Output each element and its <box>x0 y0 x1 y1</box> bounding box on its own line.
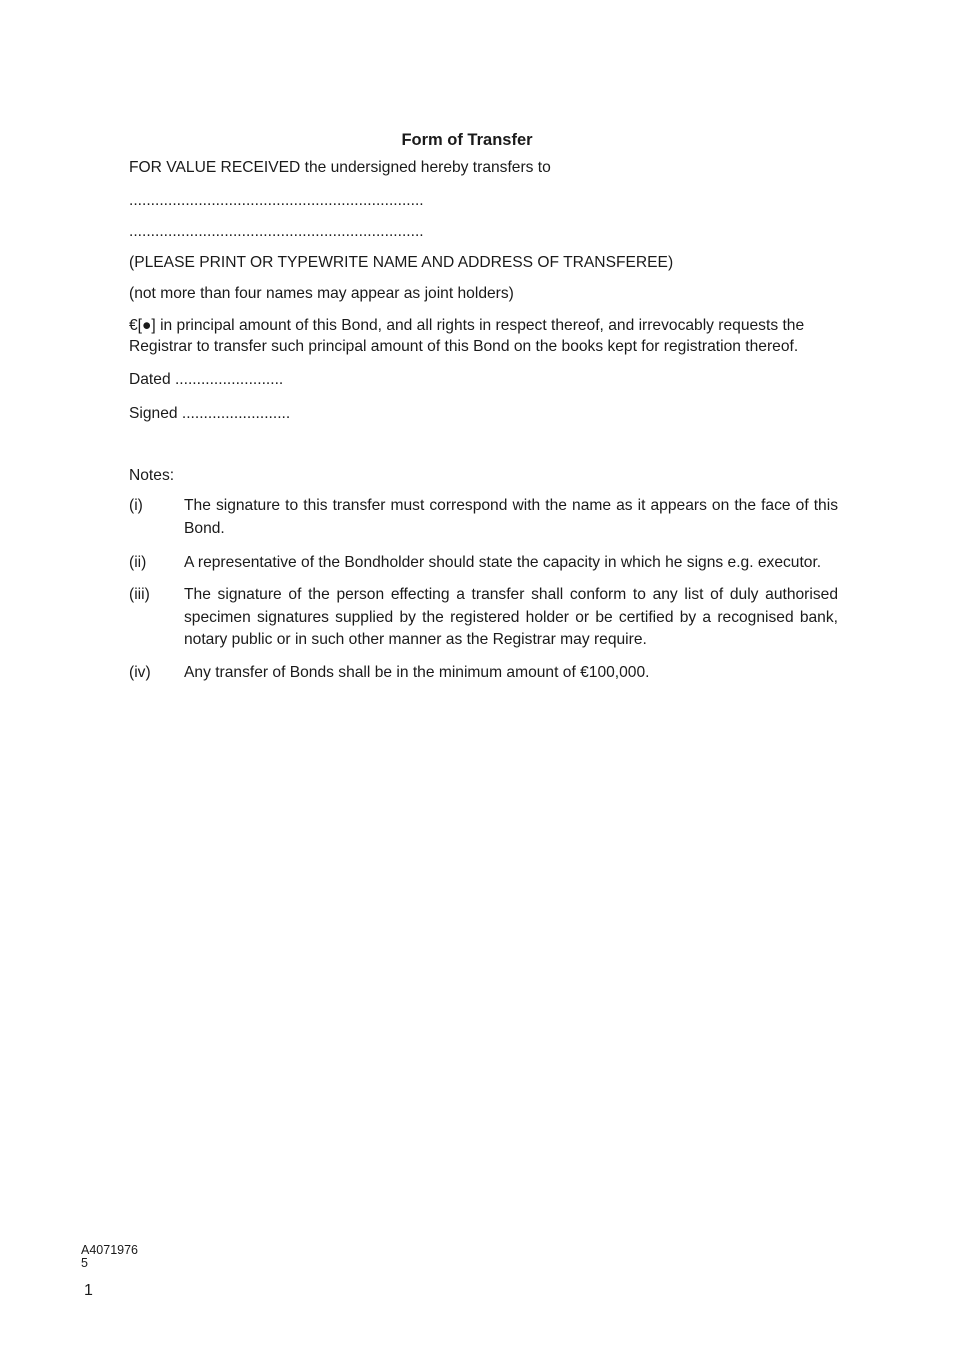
note-item <box>129 662 849 685</box>
print-instruction: (PLEASE PRINT OR TYPEWRITE NAME AND ADDRESS OF TRANSFEREE) <box>129 254 674 271</box>
signed-line: Signed ......................... <box>129 405 291 422</box>
note-text: The signature of the person effecting a transfer shall conform to any list of duly authorised specimen signatures supplied by the registered holder or be certified by a recognised bank, notary public or in such other manner as the Registrar may require. <box>184 586 838 648</box>
note-item <box>129 584 849 652</box>
principal-paragraph: €[●] in principal amount of this Bond, and all rights in respect thereof, and irrevocably requests the Registrar to transfer such principal amount of this Bond on the books kept for registration thereof. <box>129 317 805 355</box>
joint-holders-note: (not more than four names may appear as joint holders) <box>129 285 514 302</box>
note-item <box>129 495 849 541</box>
note-number: (i) <box>129 497 143 514</box>
page-number: 1 <box>84 1282 93 1299</box>
note-text: The signature to this transfer must correspond with the name as it appears on the face of this Bond. <box>184 497 838 537</box>
note-text: Any transfer of Bonds shall be in the minimum amount of €100,000. <box>184 664 650 681</box>
page-title: Form of Transfer <box>401 131 533 149</box>
transferee-blank-line: .................................................................... <box>129 192 424 209</box>
note-text: A representative of the Bondholder should state the capacity in which he signs e.g. executor. <box>184 554 822 571</box>
document-reference <box>81 1244 161 1270</box>
note-number: (ii) <box>129 554 147 571</box>
note-number: (iii) <box>129 586 150 603</box>
transferee-blank-line: .................................................................... <box>129 223 424 240</box>
document-reference-line: 5 <box>81 1256 88 1270</box>
intro-text: FOR VALUE RECEIVED the undersigned hereby transfers to <box>129 159 551 176</box>
notes-heading: Notes: <box>129 467 175 484</box>
document-reference-line: A4071976 <box>81 1243 139 1257</box>
note-item <box>129 552 849 575</box>
note-number: (iv) <box>129 664 151 681</box>
dated-line: Dated ......................... <box>129 371 284 388</box>
